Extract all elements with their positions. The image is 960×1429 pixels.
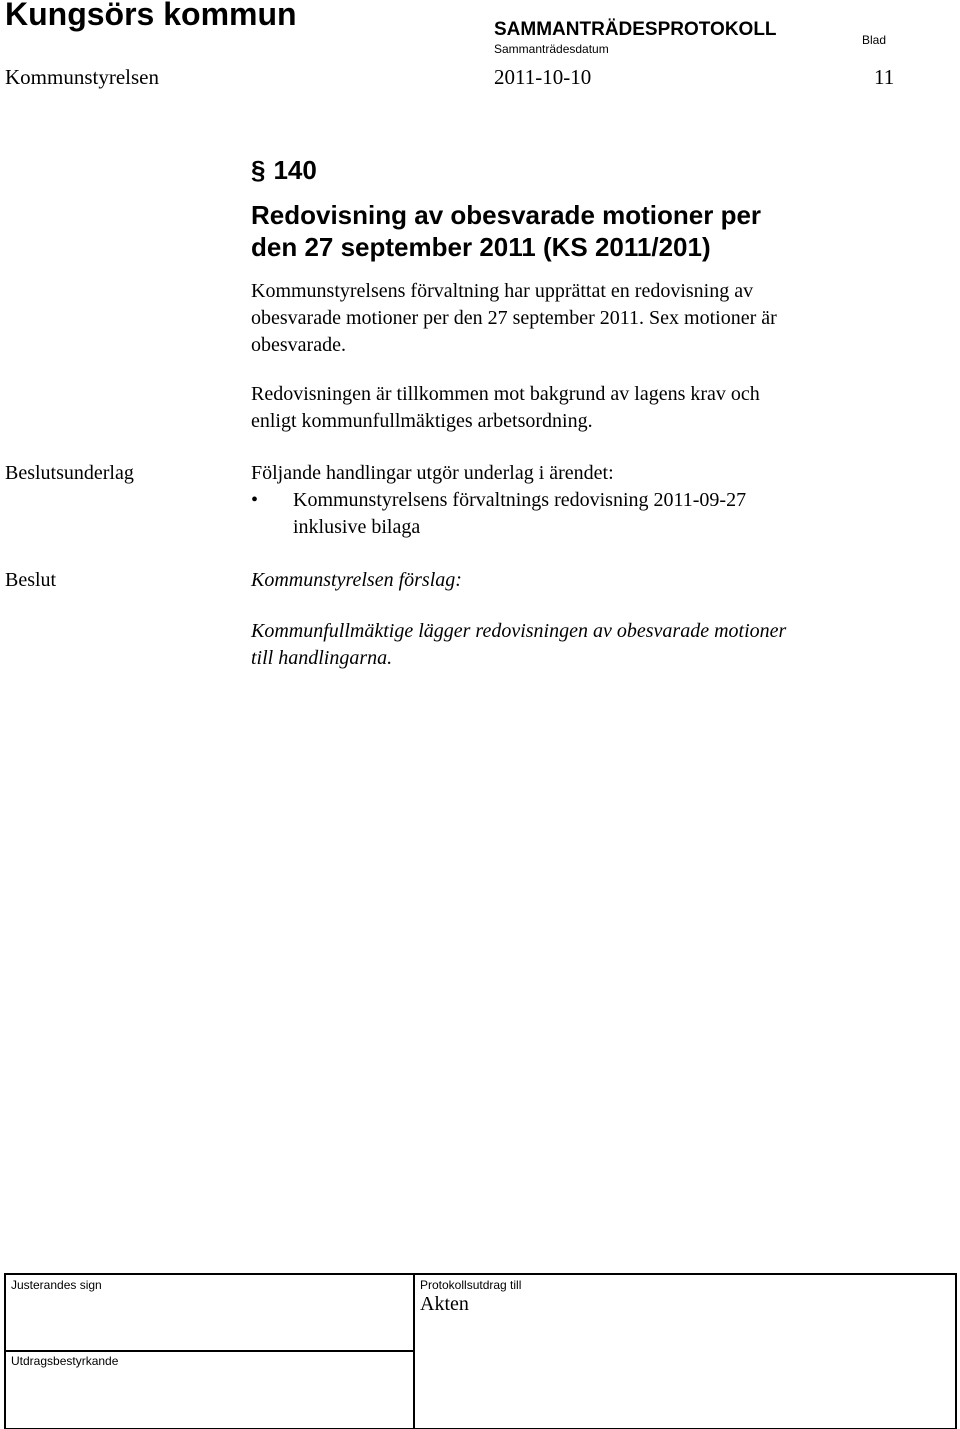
- decision-text-line: till handlingarna.: [251, 647, 393, 669]
- beslutsunderlag-item-line: inklusive bilaga: [293, 516, 421, 538]
- decision-text-line: Kommunfullmäktige lägger redovisningen av obesvarade motioner: [251, 620, 787, 642]
- footer-row-divider: [4, 1350, 414, 1352]
- page-caption: Blad: [862, 33, 887, 47]
- footer-right-border: [955, 1273, 957, 1429]
- intro-text-line: obesvarade motioner per den 27 september 2011. Sex motioner är: [251, 307, 777, 329]
- meeting-date: 2011-10-10: [494, 65, 592, 89]
- paragraph-title-line: Redovisning av obesvarade motioner per: [251, 200, 762, 230]
- beslutsunderlag-intro: Följande handlingar utgör underlag i ärendet:: [251, 462, 614, 484]
- beslut-label: Beslut: [5, 569, 57, 591]
- organ-name: Kommunstyrelsen: [5, 65, 159, 89]
- paragraph-number: 140: [273, 155, 317, 185]
- bullet-icon: •: [251, 489, 259, 511]
- utdragsbestyrkande-caption: Utdragsbestyrkande: [11, 1354, 119, 1368]
- footer-top-border: [4, 1273, 956, 1275]
- protokollsutdrag-caption: Protokollsutdrag till: [420, 1278, 522, 1292]
- beslutsunderlag-item-line: Kommunstyrelsens förvaltnings redovisning 2011-09-27: [293, 489, 747, 511]
- intro-text-line: Kommunstyrelsens förvaltning har upprättat en redovisning av: [251, 280, 754, 302]
- page-number: 11: [874, 65, 895, 89]
- basis-text-line: Redovisningen är tillkommen mot bakgrund av lagens krav och: [251, 383, 760, 405]
- municipality-name: Kungsörs kommun: [5, 0, 297, 32]
- section-sign: §: [251, 155, 266, 185]
- beslutsunderlag-label: Beslutsunderlag: [5, 462, 134, 484]
- paragraph-heading: [251, 155, 317, 186]
- document-type: SAMMANTRÄDESPROTOKOLL: [494, 19, 777, 40]
- recipient-value: Akten: [420, 1293, 469, 1315]
- paragraph-title-line: den 27 september 2011 (KS 2011/201): [251, 232, 711, 262]
- proposal-heading: Kommunstyrelsen förslag:: [251, 569, 462, 591]
- justerandes-sign-caption: Justerandes sign: [11, 1278, 102, 1292]
- date-caption: Sammanträdesdatum: [494, 42, 609, 56]
- basis-text-line: enligt kommunfullmäktiges arbetsordning.: [251, 410, 593, 432]
- intro-text-line: obesvarade.: [251, 334, 346, 356]
